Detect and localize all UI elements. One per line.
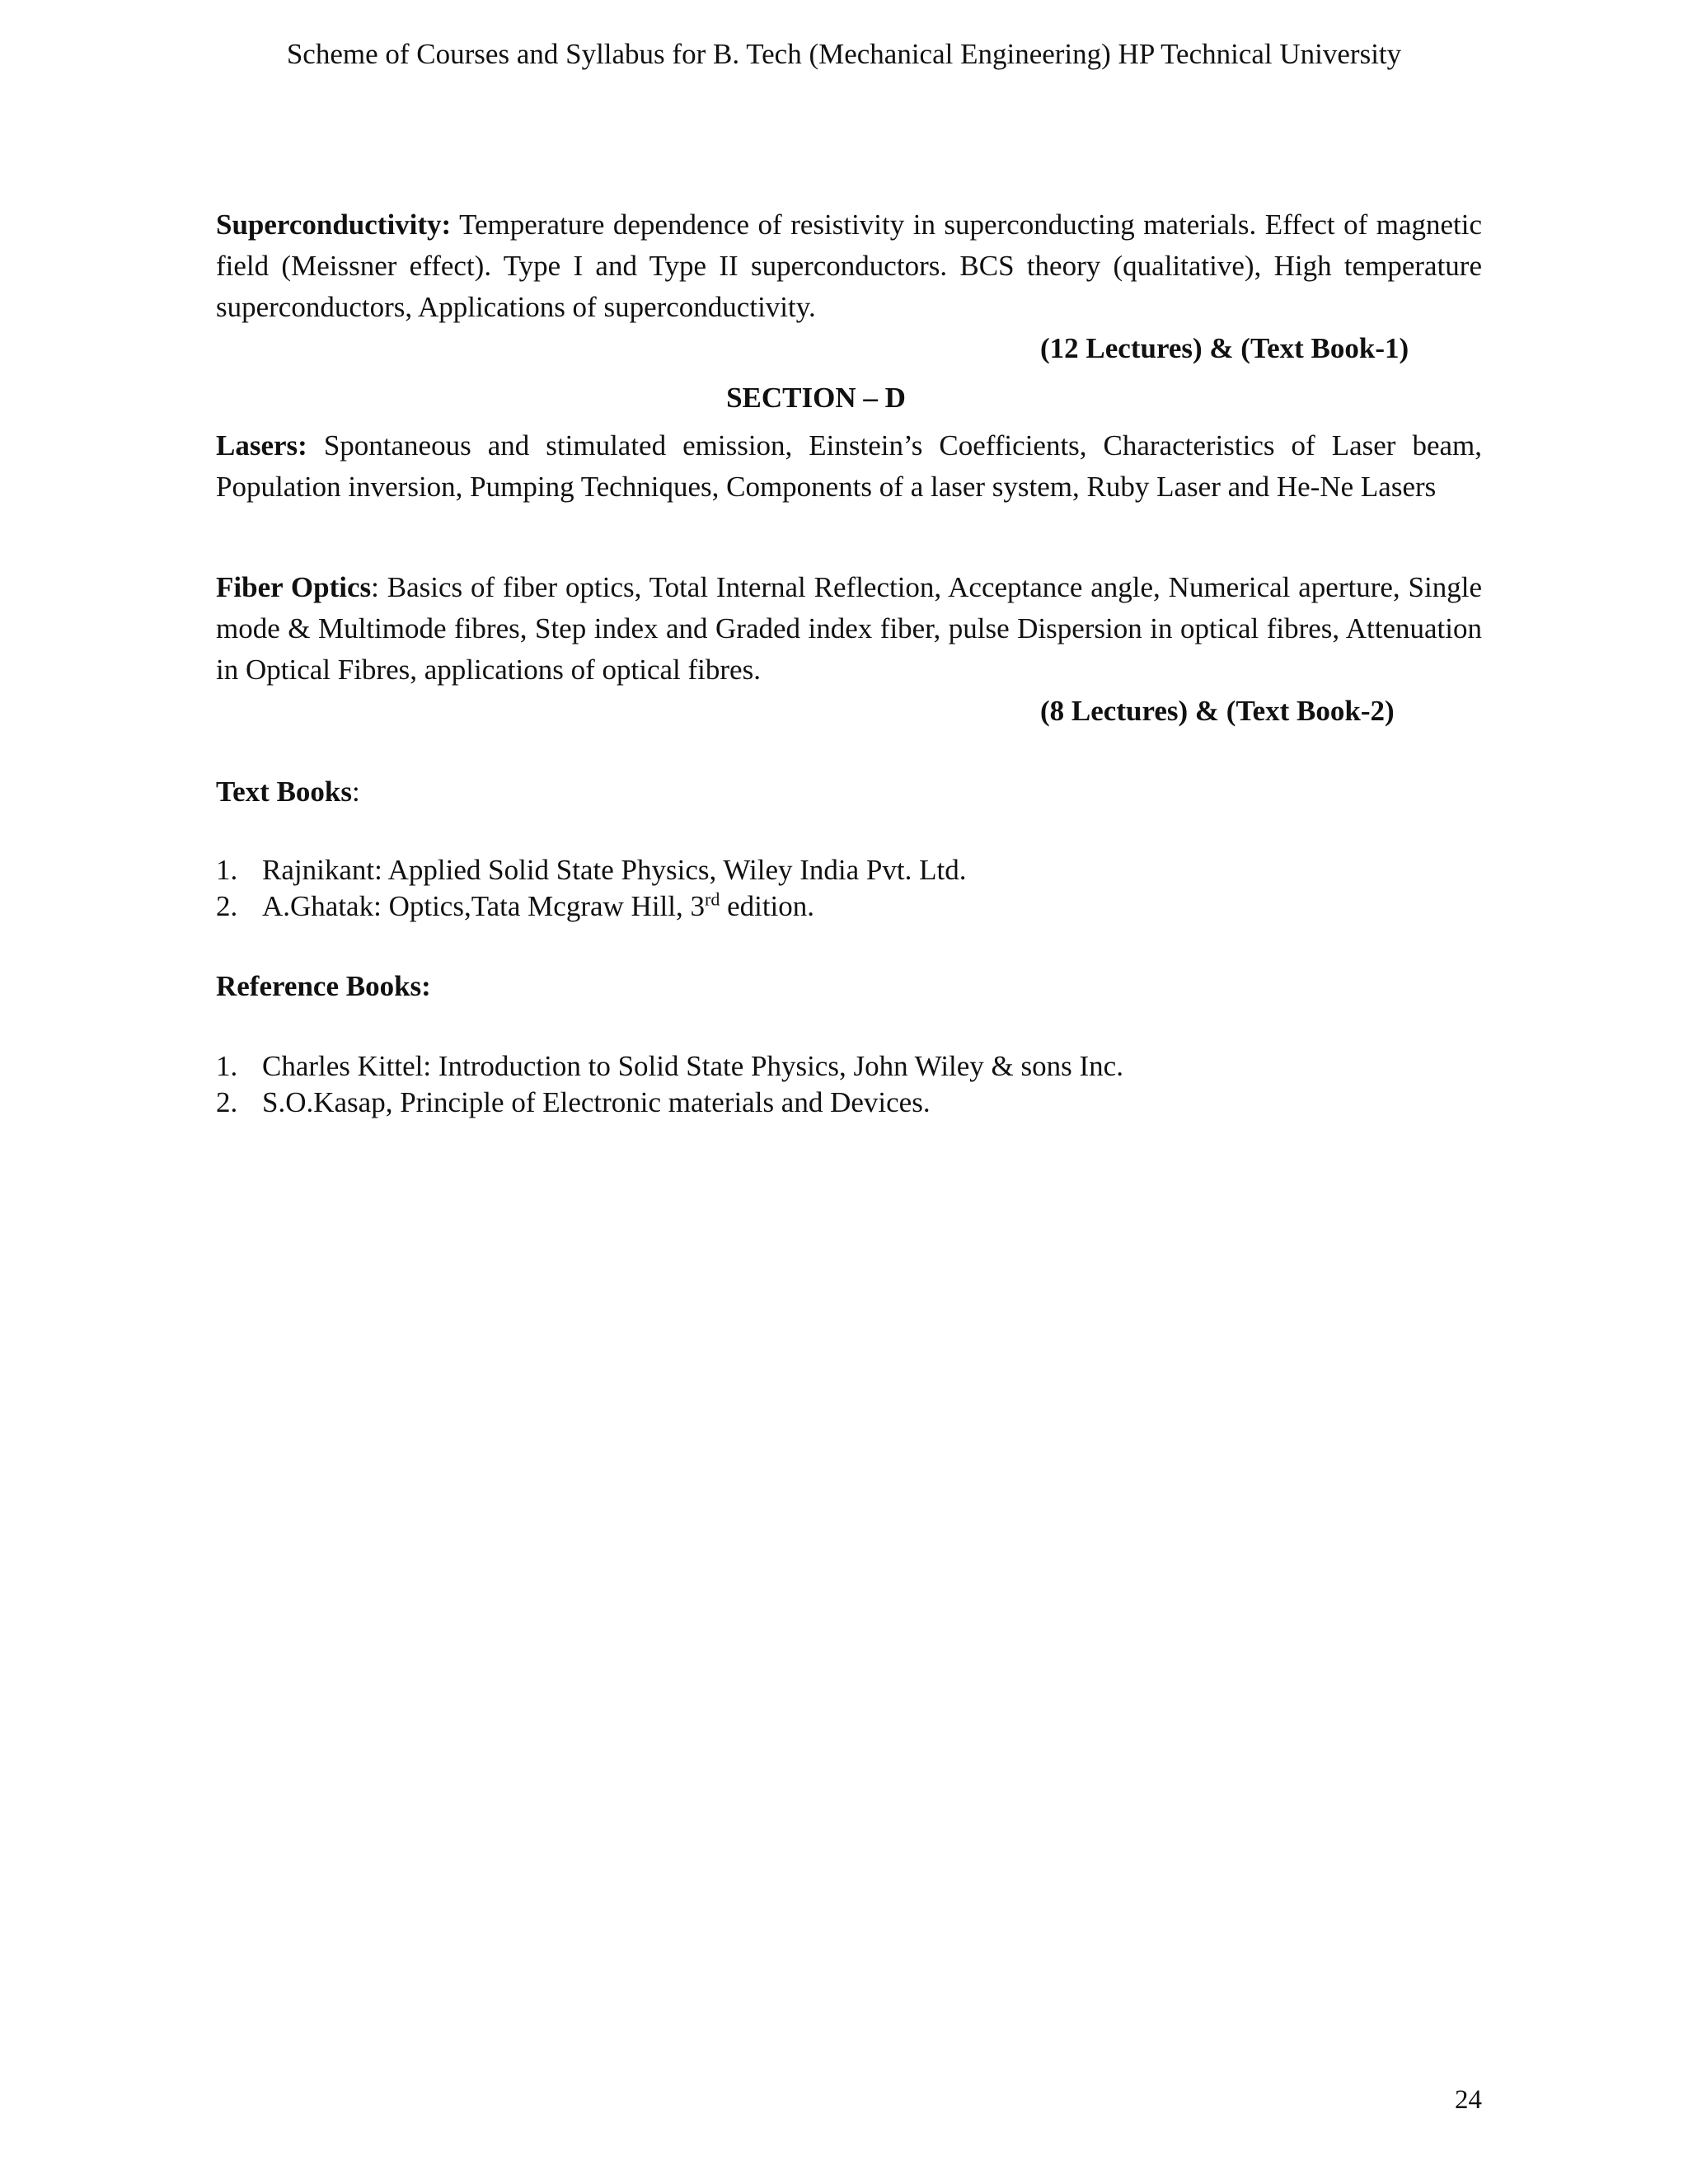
text-books-list [216, 852, 1482, 925]
section-d-title: SECTION – D [726, 382, 906, 414]
page-header: Scheme of Courses and Syllabus for B. Tech (Mechanical Engineering) HP Technical University [286, 38, 1402, 70]
spacer [216, 925, 1482, 966]
text-books-colon: : [352, 776, 360, 808]
superconductivity-paragraph [216, 204, 1482, 328]
list-item [216, 1085, 1482, 1121]
text-books-heading: Text Books [216, 776, 353, 808]
spacer [216, 813, 1482, 852]
page-number: 24 [1455, 2085, 1482, 2115]
list-item-text: Rajnikant: Applied Solid State Physics, Wiley India Pvt. Ltd. [262, 854, 967, 886]
spacer [216, 732, 1482, 771]
fiber-optics-lectures: (8 Lectures) & (Text Book-2) [1040, 695, 1395, 727]
list-item-text: S.O.Kasap, Principle of Electronic materials and Devices. [262, 1086, 931, 1118]
syllabus-content [216, 204, 1482, 1121]
list-item-number: 1. [216, 854, 238, 886]
reference-books-heading: Reference Books: [216, 970, 431, 1002]
ordinal-suffix: rd [705, 888, 720, 910]
list-item [216, 1048, 1482, 1085]
superconductivity-lectures: (12 Lectures) & (Text Book-1) [1040, 332, 1409, 364]
list-item [216, 852, 1482, 888]
list-item-text [262, 888, 814, 925]
fiber-optics-paragraph [216, 567, 1482, 691]
list-item-number: 1. [216, 1050, 238, 1082]
fiber-optics-heading: Fiber Optics [216, 571, 372, 603]
list-item-text-after: edition. [720, 890, 815, 922]
list-item-number: 2. [216, 1086, 238, 1118]
list-item-text: Charles Kittel: Introduction to Solid State Physics, John Wiley & sons Inc. [262, 1050, 1123, 1082]
text-books-heading-line [216, 771, 1482, 813]
superconductivity-heading: Superconductivity: [216, 209, 452, 241]
list-item-text-main: A.Ghatak: Optics,Tata Mcgraw Hill, 3 [262, 890, 705, 922]
lasers-heading: Lasers: [216, 429, 307, 462]
lasers-paragraph [216, 425, 1482, 508]
reference-books-list [216, 1048, 1482, 1121]
list-item-number: 2. [216, 890, 238, 922]
spacer [216, 508, 1482, 567]
spacer [216, 1007, 1482, 1048]
fiber-optics-body: : Basics of fiber optics, Total Internal Reflection, Acceptance angle, Numerical aperture, Single mode & Multimode fibres, Step index and Graded index fiber, pulse Dispersion in optical fibres, Attenuation in Optical Fibres, applications of optical fibres. [216, 571, 1482, 686]
list-item [216, 888, 1482, 925]
lasers-body: Spontaneous and stimulated emission, Einstein’s Coefficients, Characteristics of Laser beam, Population inversion, Pumping Techniques, Components of a laser system, Ruby Laser and He-Ne Lasers [216, 429, 1482, 503]
superconductivity-body: Temperature dependence of resistivity in superconducting materials. Effect of magnetic field (Meissner effect). Type I and Type II superconductors. BCS theory (qualitative), High temperature superconductors, Applications of superconductivity. [216, 209, 1482, 323]
